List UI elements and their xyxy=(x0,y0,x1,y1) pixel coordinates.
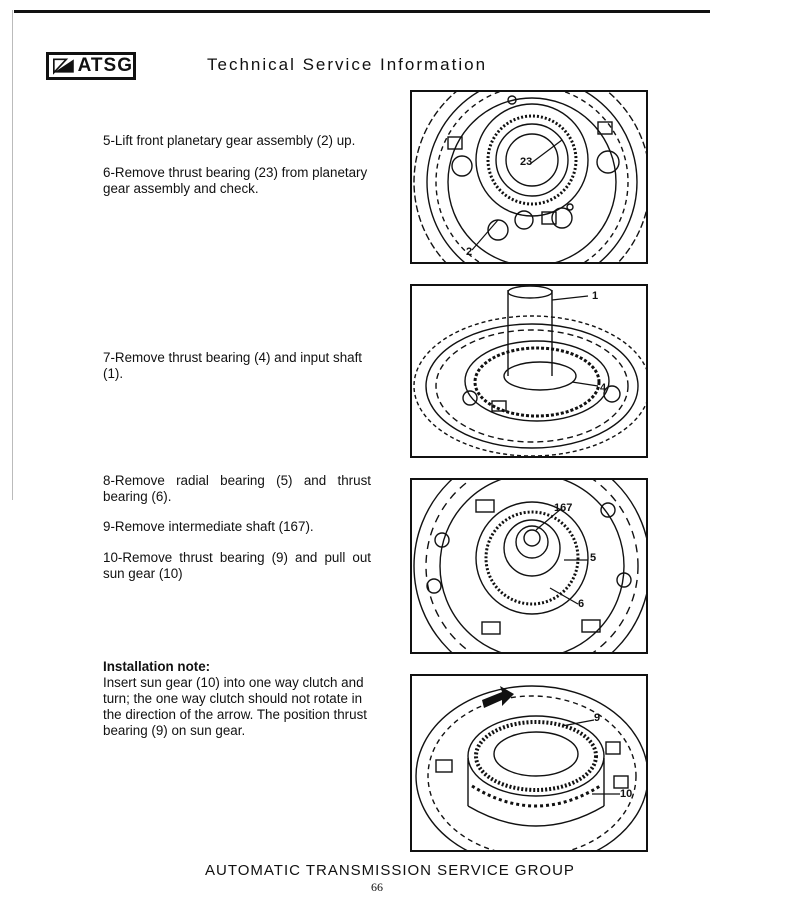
page-number: 66 xyxy=(371,880,383,894)
logo-mark-icon xyxy=(53,57,75,75)
header-rule xyxy=(14,10,710,13)
step-5-text: 5-Lift front planetary gear assembly (2) up. xyxy=(103,133,356,148)
step-10-text: 10-Remove thrust bearing (9) and pull out sun gear (10) xyxy=(103,550,371,581)
margin-rule xyxy=(12,10,13,500)
logo-text: ATSG xyxy=(77,55,133,76)
figure-intermediate-shaft xyxy=(410,478,648,654)
installation-note-body: Insert sun gear (10) into one way clutch and turn; the one way clutch should not rotate in the direction of the arrow. The position thrust bearing (9) on sun gear. xyxy=(103,675,367,738)
figure-planetary-gear xyxy=(410,90,648,264)
callout-2: 2 xyxy=(466,246,473,258)
step-9-text: 9-Remove intermediate shaft (167). xyxy=(103,519,314,534)
step-8-text: 8-Remove radial bearing (5) and thrust bearing (6). xyxy=(103,473,371,504)
callout-9: 9 xyxy=(594,712,601,724)
input-shaft-illustration xyxy=(412,286,646,456)
step-6-text: 6-Remove thrust bearing (23) from planetary gear assembly and check. xyxy=(103,165,368,196)
callout-5: 5 xyxy=(590,552,597,564)
figure-sun-gear xyxy=(410,674,648,852)
step-7-text: 7-Remove thrust bearing (4) and input shaft (1). xyxy=(103,350,363,381)
page-title: Technical Service Information xyxy=(207,55,488,74)
callout-10: 10 xyxy=(620,788,633,800)
callout-167: 167 xyxy=(554,502,573,514)
callout-4: 4 xyxy=(600,382,607,394)
intermediate-shaft-illustration xyxy=(412,480,646,652)
callout-6: 6 xyxy=(578,598,585,610)
figure-input-shaft xyxy=(410,284,648,458)
footer-group-name: AUTOMATIC TRANSMISSION SERVICE GROUP xyxy=(205,862,575,879)
sun-gear-illustration xyxy=(412,676,646,850)
callout-23: 23 xyxy=(520,156,533,168)
callout-1: 1 xyxy=(592,290,599,302)
atsg-logo xyxy=(46,52,136,80)
installation-note-heading: Installation note: xyxy=(103,659,211,674)
planetary-gear-illustration xyxy=(412,92,646,262)
